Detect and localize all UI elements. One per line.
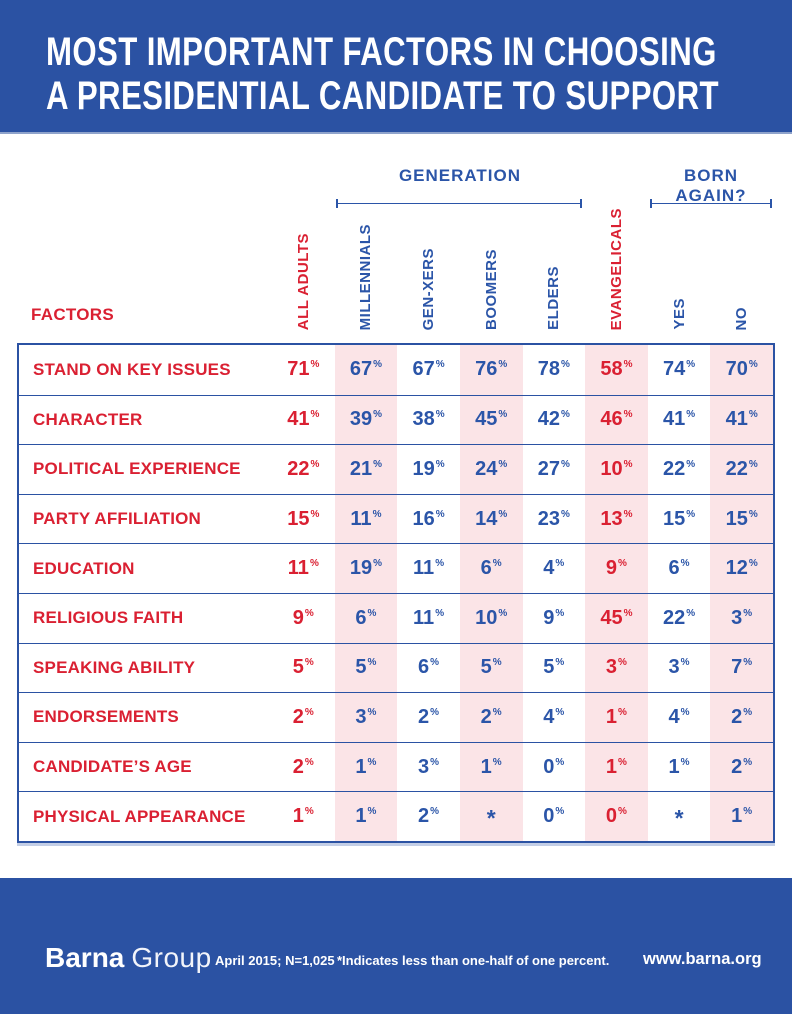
column-header-label: BOOMERS xyxy=(482,248,500,330)
value-cell: 22% xyxy=(662,606,696,629)
percent-sign: % xyxy=(618,806,627,818)
percent-sign: % xyxy=(618,756,627,768)
table-rows xyxy=(19,345,773,841)
value-cell: 46% xyxy=(600,408,633,431)
value-cell: 10% xyxy=(600,457,633,480)
value-cell: 13% xyxy=(600,507,633,530)
percent-sign: % xyxy=(498,409,508,421)
value-cell: 3% xyxy=(605,656,627,679)
value-cell: 1% xyxy=(605,705,627,728)
table-row xyxy=(19,494,773,544)
percent-sign: % xyxy=(743,607,753,619)
percent-sign: % xyxy=(492,706,502,718)
percent-sign: % xyxy=(555,558,565,570)
brand-logo-bold: Barna xyxy=(45,942,125,973)
percent-sign: % xyxy=(310,359,320,371)
percent-sign: % xyxy=(555,806,565,818)
percent-sign: % xyxy=(623,458,633,470)
value-cell: 6% xyxy=(668,557,690,580)
percent-sign: % xyxy=(686,508,696,520)
value-cell: 11% xyxy=(287,557,319,580)
percent-sign: % xyxy=(367,657,377,669)
value-cell: 9% xyxy=(543,606,565,629)
factor-label: PARTY AFFILIATION xyxy=(33,509,202,529)
value-cell: 2% xyxy=(418,805,440,828)
percent-sign: % xyxy=(555,607,565,619)
value-cell: 22% xyxy=(287,457,320,480)
value-cell: 4% xyxy=(668,705,690,728)
value-cell: 22% xyxy=(725,457,758,480)
percent-sign: % xyxy=(492,756,502,768)
data-table xyxy=(17,343,775,843)
value-cell: 5% xyxy=(543,656,565,679)
percent-sign: % xyxy=(686,359,696,371)
value-cell: 42% xyxy=(537,408,570,431)
value-cell: 1% xyxy=(292,805,314,828)
value-cell: 6% xyxy=(480,557,502,580)
percent-sign: % xyxy=(618,657,627,669)
brand-logo xyxy=(45,942,212,974)
factor-label: SPEAKING ABILITY xyxy=(33,657,196,677)
value-cell: 58% xyxy=(600,358,633,381)
value-cell: 14% xyxy=(475,507,508,530)
column-header-label: YES xyxy=(670,298,688,330)
value-cell: 2% xyxy=(731,705,753,728)
percent-sign: % xyxy=(435,409,445,421)
value-cell: 11% xyxy=(413,606,445,629)
percent-sign: % xyxy=(435,359,445,371)
value-cell: 22% xyxy=(662,457,696,480)
percent-sign: % xyxy=(430,756,440,768)
column-header-label: ALL ADULTS xyxy=(294,232,312,330)
percent-sign: % xyxy=(560,458,570,470)
page-title-line-1: MOST IMPORTANT FACTORS IN CHOOSING xyxy=(46,30,717,74)
percent-sign: % xyxy=(430,657,440,669)
value-cell: 19% xyxy=(412,457,445,480)
percent-sign: % xyxy=(618,706,627,718)
value-cell xyxy=(460,803,523,830)
percent-sign: % xyxy=(498,508,508,520)
factor-label: CHARACTER xyxy=(33,409,143,429)
value-cell: 23% xyxy=(537,507,570,530)
percent-sign: % xyxy=(748,359,758,371)
percent-sign: % xyxy=(623,508,633,520)
percent-sign: % xyxy=(304,607,314,619)
value-cell: 3% xyxy=(355,705,377,728)
percent-sign: % xyxy=(430,806,440,818)
percent-sign: % xyxy=(680,706,690,718)
column-header-gen-xers xyxy=(397,182,460,330)
value-cell: 11% xyxy=(350,507,382,530)
percent-sign: % xyxy=(748,508,758,520)
value-cell: 5% xyxy=(292,656,314,679)
website-link[interactable]: www.barna.org xyxy=(643,950,762,968)
percent-sign: % xyxy=(310,458,320,470)
table-row xyxy=(19,692,773,742)
percent-sign: % xyxy=(310,508,320,520)
percent-sign: % xyxy=(680,756,690,768)
percent-sign: % xyxy=(373,458,383,470)
percent-sign: % xyxy=(367,806,377,818)
value-cell: 9% xyxy=(292,606,314,629)
percent-sign: % xyxy=(743,756,753,768)
column-header-label: MILLENNIALS xyxy=(357,223,375,330)
percent-sign: % xyxy=(430,706,440,718)
percent-sign: % xyxy=(623,409,633,421)
percent-sign: % xyxy=(748,558,758,570)
column-header-label: ELDERS xyxy=(545,266,563,330)
value-cell: 2% xyxy=(731,755,753,778)
percent-sign: % xyxy=(498,359,508,371)
value-cell: 41% xyxy=(725,408,758,431)
percent-sign: % xyxy=(492,558,502,570)
brand-logo-light: Group xyxy=(131,942,212,973)
value-cell: 12% xyxy=(725,557,758,580)
value-cell: 15% xyxy=(662,507,696,530)
value-cell: 10% xyxy=(475,606,508,629)
value-cell: 6% xyxy=(355,606,377,629)
value-cell: 0% xyxy=(543,805,565,828)
table-row xyxy=(19,643,773,693)
sample-note: April 2015; N=1,025 xyxy=(215,953,335,968)
table-row xyxy=(19,742,773,792)
percent-sign: % xyxy=(743,706,753,718)
value-cell: 41% xyxy=(662,408,696,431)
percent-sign: % xyxy=(372,508,382,520)
percent-sign: % xyxy=(310,409,320,421)
column-headers xyxy=(0,0,792,343)
table-row xyxy=(19,791,773,841)
value-cell: 1% xyxy=(668,755,690,778)
percent-sign: % xyxy=(686,409,696,421)
value-cell: 5% xyxy=(355,656,377,679)
percent-sign: % xyxy=(304,657,314,669)
percent-sign: % xyxy=(309,558,319,570)
factor-label: ENDORSEMENTS xyxy=(33,707,179,727)
percent-sign: % xyxy=(623,359,633,371)
value-cell: 3% xyxy=(668,656,690,679)
group-header-born-again: BORN AGAIN? xyxy=(675,166,747,205)
column-header-elders xyxy=(523,182,586,330)
column-header-boomers xyxy=(460,182,523,330)
less-than-half-asterisk: * xyxy=(674,805,684,832)
percent-sign: % xyxy=(618,558,627,570)
percent-sign: % xyxy=(498,458,508,470)
percent-sign: % xyxy=(623,607,633,619)
value-cell: 3% xyxy=(731,606,753,629)
percent-sign: % xyxy=(555,657,565,669)
percent-sign: % xyxy=(555,706,565,718)
percent-sign: % xyxy=(367,607,377,619)
value-cell: 45% xyxy=(600,606,633,629)
percent-sign: % xyxy=(743,806,753,818)
percent-sign: % xyxy=(373,359,383,371)
value-cell: 39% xyxy=(349,408,383,431)
percent-sign: % xyxy=(555,756,565,768)
percent-sign: % xyxy=(367,706,377,718)
value-cell: 16% xyxy=(412,507,445,530)
factor-label: CANDIDATE’S AGE xyxy=(33,757,192,777)
percent-sign: % xyxy=(373,409,383,421)
value-cell: 5% xyxy=(480,656,502,679)
value-cell: 19% xyxy=(349,557,383,580)
value-cell: 24% xyxy=(475,457,508,480)
value-cell: 0% xyxy=(605,805,627,828)
table-row xyxy=(19,593,773,643)
value-cell: 1% xyxy=(355,805,377,828)
value-cell: 45% xyxy=(475,408,508,431)
percent-sign: % xyxy=(743,657,753,669)
factors-heading: FACTORS xyxy=(31,305,115,324)
percent-sign: % xyxy=(680,657,690,669)
percent-sign: % xyxy=(492,657,502,669)
value-cell: 2% xyxy=(292,755,314,778)
page-title-line-2: A PRESIDENTIAL CANDIDATE TO SUPPORT xyxy=(46,74,719,118)
value-cell: 1% xyxy=(480,755,502,778)
percent-sign: % xyxy=(304,806,314,818)
percent-sign: % xyxy=(435,607,445,619)
value-cell: 7% xyxy=(731,656,753,679)
footer-banner xyxy=(0,878,792,1014)
percent-sign: % xyxy=(435,458,445,470)
percent-sign: % xyxy=(367,756,377,768)
percent-sign: % xyxy=(748,409,758,421)
column-header-millennials xyxy=(335,182,398,330)
value-cell: 3% xyxy=(418,755,440,778)
table-row xyxy=(19,395,773,445)
column-header-all-adults xyxy=(272,182,335,330)
value-cell: 15% xyxy=(287,507,320,530)
column-header-no xyxy=(710,182,773,330)
value-cell: 74% xyxy=(662,358,696,381)
percent-sign: % xyxy=(560,409,570,421)
value-cell: 4% xyxy=(543,705,565,728)
group-header-generation: GENERATION xyxy=(398,166,522,185)
value-cell: 2% xyxy=(292,705,314,728)
percent-sign: % xyxy=(498,607,508,619)
value-cell: 11% xyxy=(413,557,445,580)
percent-sign: % xyxy=(435,558,445,570)
column-header-label: NO xyxy=(733,306,751,330)
factor-label: EDUCATION xyxy=(33,558,135,578)
column-header-label: EVANGELICALS xyxy=(607,207,625,330)
value-cell: 1% xyxy=(605,755,627,778)
value-cell: 67% xyxy=(412,358,445,381)
factor-label: POLITICAL EXPERIENCE xyxy=(33,459,241,479)
value-cell: 78% xyxy=(537,358,570,381)
percent-sign: % xyxy=(748,458,758,470)
value-cell: 67% xyxy=(349,358,383,381)
value-cell: 41% xyxy=(287,408,320,431)
table-row xyxy=(19,345,773,395)
percent-sign: % xyxy=(686,607,696,619)
percent-sign: % xyxy=(304,706,314,718)
table-row xyxy=(19,543,773,593)
value-cell: 2% xyxy=(480,705,502,728)
table-row xyxy=(19,444,773,494)
percent-sign: % xyxy=(435,508,445,520)
value-cell: 2% xyxy=(418,705,440,728)
value-cell xyxy=(648,803,711,830)
factor-label: PHYSICAL APPEARANCE xyxy=(33,806,246,826)
value-cell: 6% xyxy=(418,656,440,679)
column-header-yes xyxy=(648,182,711,330)
percent-sign: % xyxy=(304,756,314,768)
percent-sign: % xyxy=(680,558,690,570)
percent-sign: % xyxy=(560,359,570,371)
value-cell: 70% xyxy=(725,358,758,381)
asterisk-note: *Indicates less than one-half of one percent. xyxy=(337,953,610,968)
value-cell: 4% xyxy=(543,557,565,580)
column-header-label: GEN-XERS xyxy=(420,247,438,330)
percent-sign: % xyxy=(686,458,696,470)
value-cell: 21% xyxy=(349,457,383,480)
value-cell: 1% xyxy=(355,755,377,778)
factor-label: STAND ON KEY ISSUES xyxy=(33,359,231,379)
value-cell: 76% xyxy=(475,358,508,381)
percent-sign: % xyxy=(373,558,383,570)
value-cell: 1% xyxy=(731,805,753,828)
value-cell: 38% xyxy=(412,408,445,431)
value-cell: 71% xyxy=(287,358,320,381)
value-cell: 27% xyxy=(537,457,570,480)
factor-label: RELIGIOUS FAITH xyxy=(33,608,184,628)
value-cell: 0% xyxy=(543,755,565,778)
value-cell: 15% xyxy=(725,507,758,530)
column-header-evangelicals xyxy=(585,182,648,330)
value-cell: 9% xyxy=(605,557,627,580)
less-than-half-asterisk: * xyxy=(486,805,496,832)
percent-sign: % xyxy=(560,508,570,520)
